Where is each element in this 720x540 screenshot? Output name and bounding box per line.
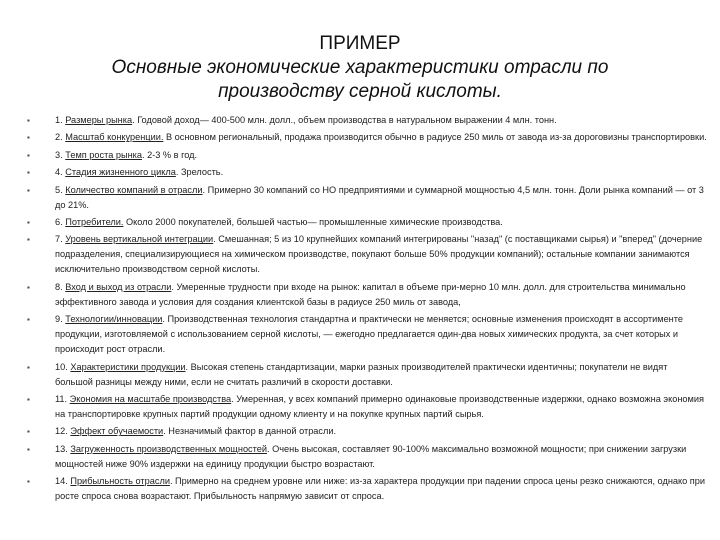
list-item [27, 215, 707, 230]
characteristics-list [27, 113, 707, 506]
list-item [27, 280, 707, 310]
item-number: 9. [55, 314, 63, 325]
bullet-icon: ▪ [27, 217, 30, 227]
bullet-icon: ▪ [27, 427, 30, 437]
item-text: . Высокая степень стандартизации, марки разных производителей практически идентичны; покупатели не видят большой разницы между ними, если не считать различий в скорости доставки. [55, 361, 668, 387]
bullet-icon: ▪ [27, 315, 30, 325]
item-text: . Примерно 30 компаний со НО предприятиями и суммарной мощностью 4,5 млн. тонн. Доли рынка компаний — от 3 до 21%. [55, 184, 704, 210]
item-text: Около 2000 покупателей, большей частью— промышленные химические производства. [123, 216, 503, 227]
bullet-icon: ▪ [27, 235, 30, 245]
item-number: 10. [55, 361, 68, 372]
item-term: Уровень вертикальной интеграции [65, 234, 214, 245]
item-text: . Очень высокая, составляет 90-100% максимально возможной мощности; при снижении загрузки мощностей ниже 90% издержки на единицу продукции быстро возрастают. [55, 443, 687, 469]
list-item [27, 312, 707, 357]
bullet-icon: ▪ [27, 185, 30, 195]
item-term: Темп роста рынка [65, 149, 142, 160]
list-item [27, 183, 707, 213]
item-term: Стадия жизненного цикла [65, 167, 176, 178]
item-number: 8. [55, 281, 63, 292]
list-item [27, 474, 707, 504]
list-item [27, 442, 707, 472]
item-number: 6. [55, 216, 63, 227]
list-item [27, 392, 707, 422]
item-number: 4. [55, 167, 63, 178]
item-term: Количество компаний в отрасли [65, 184, 203, 195]
item-number: 1. [55, 115, 63, 125]
item-text: . Смешанная; 5 из 10 крупнейших компаний интегрированы "назад" (с поставщиками сырья) и "вперед" (дочерние подразделения, специализирующиеся на химическом производстве, покупают больше 50% продукции компаний); остальные компании занимаются исключительно производством серной кислоты. [55, 234, 703, 275]
slide-title: ПРИМЕР [319, 33, 401, 54]
bullet-icon: ▪ [27, 362, 30, 372]
item-term: Вход и выход из отрасли [65, 281, 172, 292]
item-number: 7. [55, 234, 63, 245]
bullet-icon: ▪ [27, 150, 30, 160]
bullet-icon: ▪ [27, 133, 30, 143]
bullet-icon: ▪ [27, 477, 30, 487]
item-text: . Примерно на среднем уровне или ниже: из-за характера продукции при падении спроса цены резко снижаются, однако при росте спроса снова возрастают. Прибыльность напрямую зависит от спроса. [55, 476, 706, 502]
item-term: Размеры рынка [65, 115, 133, 125]
list-item [27, 424, 707, 439]
item-number: 12. [55, 426, 68, 437]
bullet-icon: ▪ [27, 168, 30, 178]
bullet-icon: ▪ [27, 444, 30, 454]
bullet-icon: ▪ [27, 394, 30, 404]
item-text: . Незначимый фактор в данной отрасли. [163, 426, 337, 437]
item-text: . 2-3 % в год. [141, 149, 198, 160]
item-text: . Годовой доход— 400-500 млн. долл., объем производства в натуральном выражении 4 млн. тонн. [132, 115, 557, 125]
item-number: 2. [55, 132, 63, 143]
item-term: Масштаб конкуренции. [65, 132, 164, 143]
bullet-icon: ▪ [27, 116, 30, 125]
item-term: Эффект обучаемости [70, 426, 164, 437]
item-term: Прибыльность отрасли [70, 476, 170, 487]
item-number: 11. [55, 393, 68, 404]
item-number: 13. [55, 443, 68, 454]
item-term: Загруженность производственных мощностей [70, 443, 267, 454]
list-item [27, 360, 707, 390]
list-item [27, 148, 707, 163]
list-item [27, 130, 707, 145]
item-term: Потребители. [65, 216, 124, 227]
slide-subtitle: Основные экономические характеристики отрасли по производству серной кислоты. [111, 57, 609, 102]
item-text: . Умеренные трудности при входе на рынок: капитал в объеме при-мерно 10 млн. долл. для строительства минимально эффективного завода и условия для создания клиентской базы в радиусе 250 миль от завода, [55, 281, 686, 307]
item-number: 3. [55, 149, 63, 160]
item-number: 14. [55, 476, 68, 487]
item-term: Технологии/инновации [65, 314, 163, 325]
item-text: . Производственная технология стандартна и практически не меняется; основные изменения происходят в ассортименте продукции, изготовляемой с использованием серной кислоты, — ежегодно предлагается один-два новых химических продукта, за счет которых и происходит рост отрасли. [55, 314, 683, 355]
list-item [27, 165, 707, 180]
item-text: . Зрелость. [175, 167, 224, 178]
item-term: Экономия на масштабе производства [69, 393, 232, 404]
list-item [27, 232, 707, 277]
item-text: . Умеренная, у всех компаний примерно одинаковые производственные издержки, однако возможна экономия на транспортировке крупных партий продукции одному клиенту и на покупке крупных партий сырья. [55, 393, 704, 419]
list-item [27, 113, 707, 128]
item-term: Характеристики продукции [70, 361, 186, 372]
item-text: В основном региональный, продажа производится обычно в радиусе 250 миль от завода из-за дороговизны транспортировки. [163, 132, 707, 143]
item-number: 5. [55, 184, 63, 195]
bullet-icon: ▪ [27, 282, 30, 292]
